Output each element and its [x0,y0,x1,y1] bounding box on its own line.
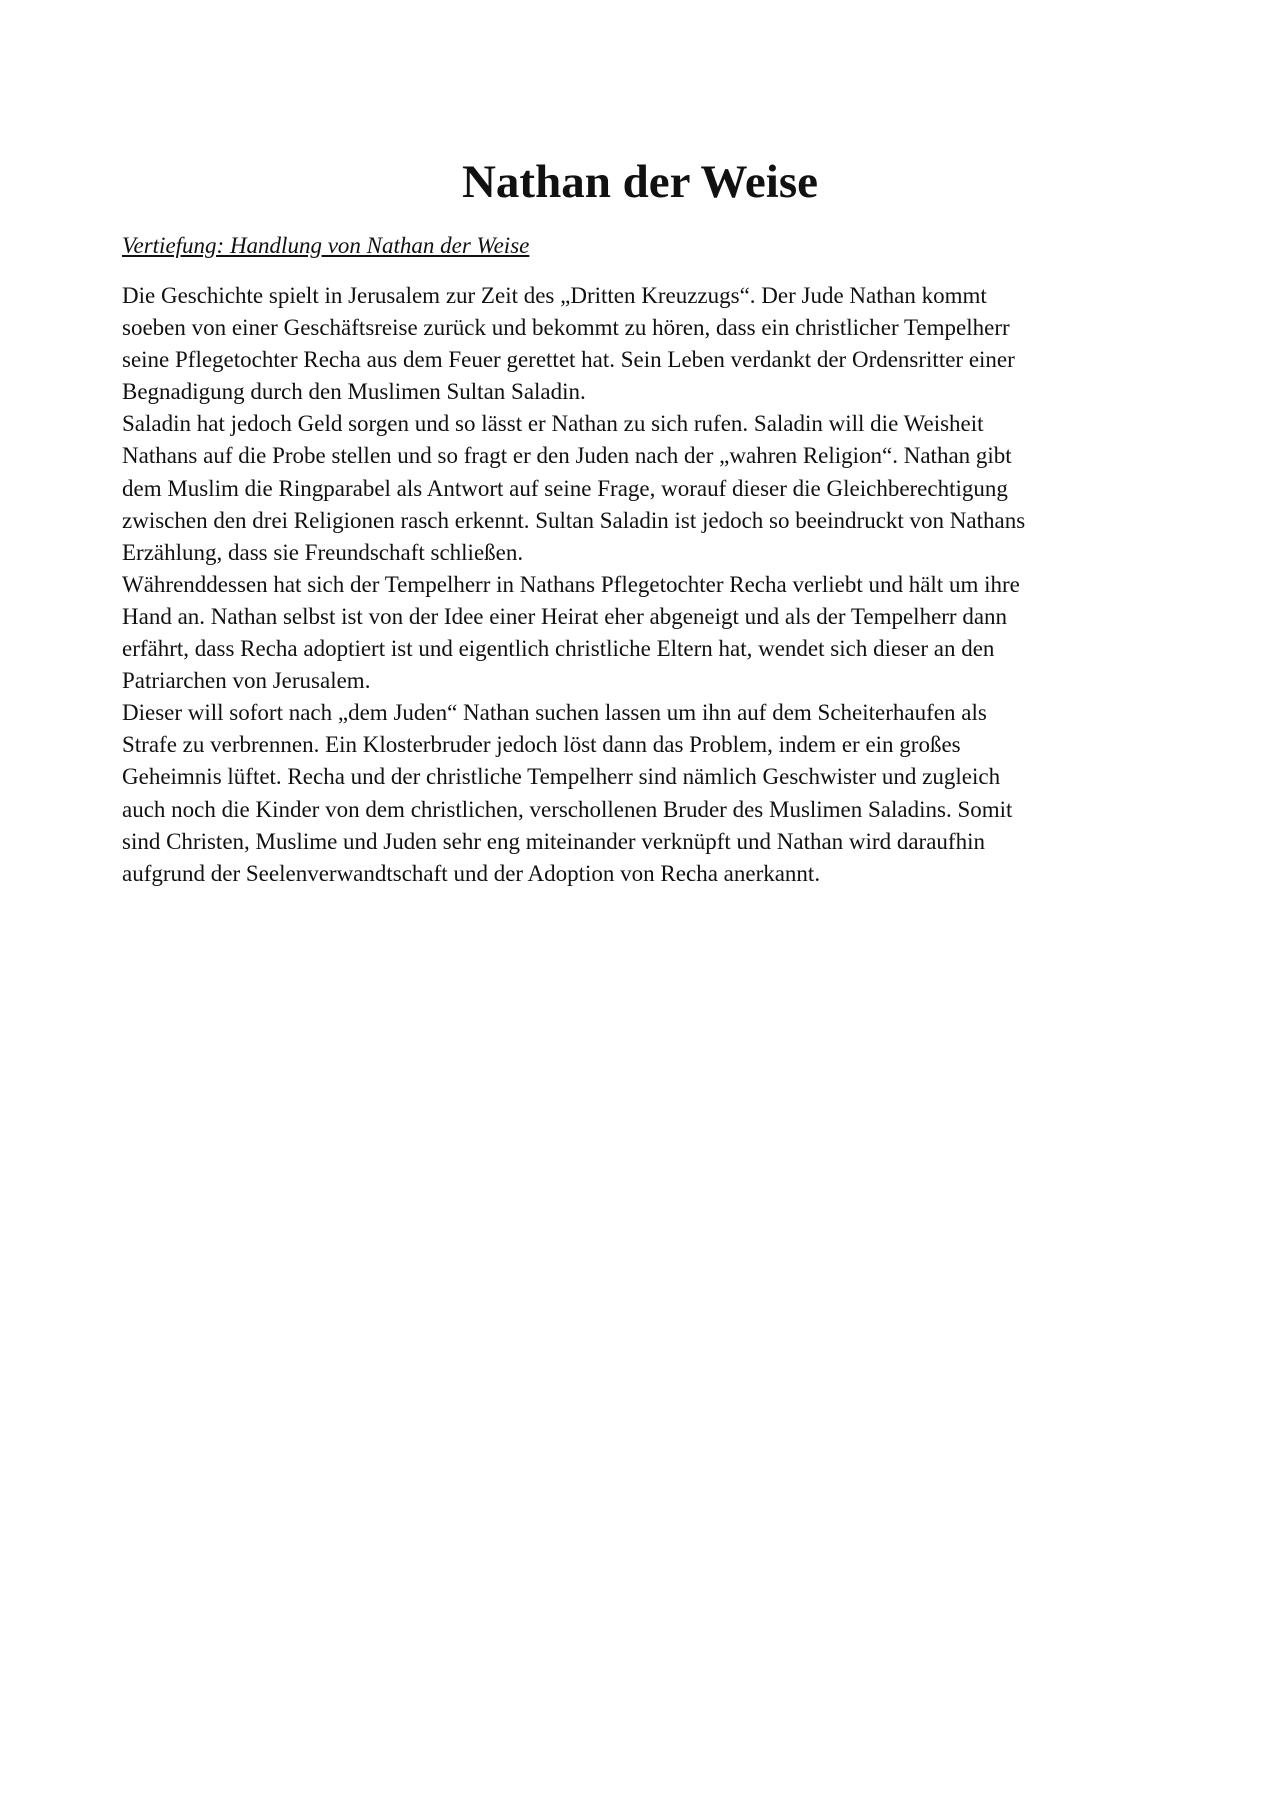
text-line: Die Geschichte spielt in Jerusalem zur Zeit des „Dritten Kreuzzugs“. Der Jude Nathan kommt [122,283,987,308]
text-line: zwischen den drei Religionen rasch erkennt. Sultan Saladin ist jedoch so beeindruckt von Nathans [122,507,1026,533]
paragraph-2 [122,408,1182,568]
text-line: auch noch die Kinder von dem christlichen, verschollenen Bruder des Muslimen Saladins. Somit [122,796,1013,822]
text-line: aufgrund der Seelenverwandtschaft und der Adoption von Recha anerkannt. [122,860,821,886]
text-line: dem Muslim die Ringparabel als Antwort auf seine Frage, worauf dieser die Gleichberechtigung [122,475,1008,501]
text-line: Geheimnis lüftet. Recha und der christliche Tempelherr sind nämlich Geschwister und zugleich [122,764,1001,790]
text-line: soeben von einer Geschäftsreise zurück und bekommt zu hören, dass ein christlicher Tempelherr [122,315,1010,341]
subtitle-heading: Vertiefung: Handlung von Nathan der Weise [122,233,530,258]
text-line: erfährt, dass Recha adoptiert ist und eigentlich christliche Eltern hat, wendet sich dieser an den [122,636,995,662]
text-line: seine Pflegetochter Recha aus dem Feuer gerettet hat. Sein Leben verdankt der Ordensritter einer [122,347,1015,373]
paragraph-1 [122,280,1182,408]
text-line: sind Christen, Muslime und Juden sehr eng miteinander verknüpft und Nathan wird daraufhin [122,828,985,854]
paragraph-3 [122,569,1182,697]
text-line: Währenddessen hat sich der Tempelherr in Nathans Pflegetochter Recha verliebt und hält um ihre [122,571,1020,597]
page-title: Nathan der Weise [461,156,818,208]
body-text [122,280,1182,890]
text-line: Nathans auf die Probe stellen und so fragt er den Juden nach der „wahren Religion“. Nathan gibt [122,443,1012,469]
text-line: Patriarchen von Jerusalem. [122,668,371,694]
text-line: Begnadigung durch den Muslimen Sultan Saladin. [122,379,586,405]
text-line: Strafe zu verbrennen. Ein Klosterbruder jedoch löst dann das Problem, indem er ein großes [122,732,961,758]
text-line: Erzählung, dass sie Freundschaft schließen. [122,539,524,565]
text-line: Hand an. Nathan selbst ist von der Idee einer Heirat eher abgeneigt und als der Tempelherr dann [122,603,1008,629]
text-line: Saladin hat jedoch Geld sorgen und so lässt er Nathan zu sich rufen. Saladin will die Weisheit [122,411,984,437]
paragraph-4 [122,697,1182,890]
text-line: Dieser will sofort nach „dem Juden“ Nathan suchen lassen um ihn auf dem Scheiterhaufen als [122,700,987,726]
